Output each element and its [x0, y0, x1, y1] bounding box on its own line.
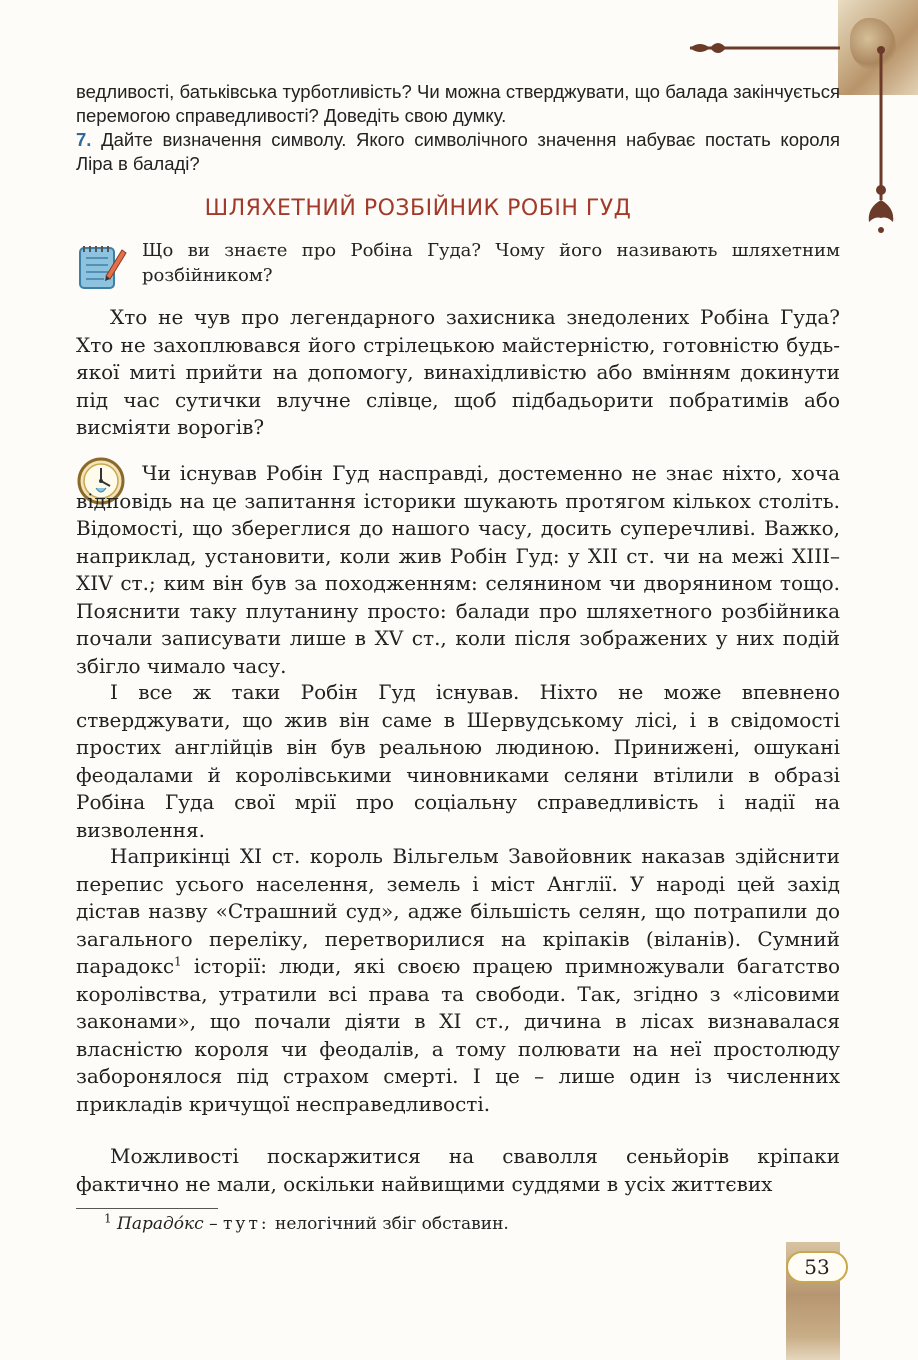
- question-7-text: Дайте визначення символу. Якого символічного значення набуває постать короля Ліра в баладі?: [76, 129, 840, 174]
- footnote-term: Парадо́кс: [117, 1214, 204, 1234]
- preceding-questions: [76, 80, 840, 176]
- paragraph-5: Можливості поскаржитися на сваволля сеньйорів кріпаки фактично не мали, оскільки найвищими суддями в усіх життєвих: [76, 1144, 840, 1196]
- paragraph-4: [76, 843, 840, 1118]
- footnote-spaced: тут:: [223, 1214, 270, 1234]
- footnote-marker: 1: [104, 1211, 112, 1226]
- intro-question: Що ви знаєте про Робіна Гуда? Чому його називають шляхетним розбійником?: [142, 240, 840, 286]
- paragraph-1: Хто не чув про легендарного захисника знедолених Робіна Гуда? Хто не захоплювався його стрілецькою майстерністю, готовністю будь-якої миті прийти на допомогу, винахідливістю або вмінням докинути під час сутички влучне слівце, щоб підбадьорити побратимів або висміяти ворогів?: [76, 305, 840, 439]
- paragraph-4-before: Наприкінці XI ст. король Вільгельм Завойовник наказав здійснити перепис усього населення, земель і міст Англії. У народі цей захід дістав назву «Страшний суд», адже більшість селян, що потрапили до загального переліку, перетворилися на кріпаків (віланів). Сумний парадокс: [76, 844, 840, 978]
- question-7-number: 7.: [76, 129, 92, 150]
- footnote-divider: [76, 1208, 218, 1209]
- paragraph-3: І все ж таки Робін Гуд існував. Ніхто не може впевнено стверджувати, що жив він саме в Шервудському лісі, і в свідомості простих англійців він був реальною людиною. Принижені, ошукані феодалами й королівськими чиновниками селяни втілили в образі Робіна Гуда свої мрії про соціальну справедливість і надії на визволення.: [76, 680, 840, 842]
- question-continuation: ведливості, батьківська турботливість? Чи можна стверджувати, що балада закінчується перемогою справедливості? Доведіть свою думку.: [76, 81, 840, 126]
- footnote-reference: 1: [174, 954, 182, 969]
- footnote-definition: нелогічний збіг обставин.: [269, 1214, 509, 1234]
- section-title: ШЛЯХЕТНИЙ РОЗБІЙНИК РОБІН ГУД: [204, 196, 632, 221]
- question-7: [76, 128, 840, 176]
- footnote: [104, 1212, 509, 1236]
- vertical-ornament-icon: [856, 40, 906, 240]
- page-number: 53: [786, 1251, 848, 1283]
- notebook-pencil-icon: [76, 240, 128, 292]
- paragraph-2: Чи існував Робін Гуд насправді, достеменно не знає ніхто, хоча відповідь на це запитання історики шукають протягом кількох століть. Відомості, що збереглися до нашого часу, досить суперечливі. Важко, наприклад, установити, коли жив Робін Гуд: у XII ст. чи на межі XIII–XIV ст.; ким він був за походженням: селянином чи дворянином тощо. Пояснити таку плутанину просто: балади про шляхетного розбійника почали записувати лише в XV ст., коли після зображених у них подій збігло чимало часу.: [76, 461, 840, 678]
- paragraph-4-after: історії: люди, які своєю працею примножували багатство королівства, утратили всі права та свободи. Так, згідно з «лісовими законами», що почали діяти в XI ст., дичина в лісах визнавалася власністю короля чи феодалів, а тому полювати на неї простолюду заборонялося під страхом смерті. І це – лише один із численних прикладів кричущої несправедливості.: [76, 954, 840, 1116]
- footnote-dash: –: [203, 1214, 224, 1234]
